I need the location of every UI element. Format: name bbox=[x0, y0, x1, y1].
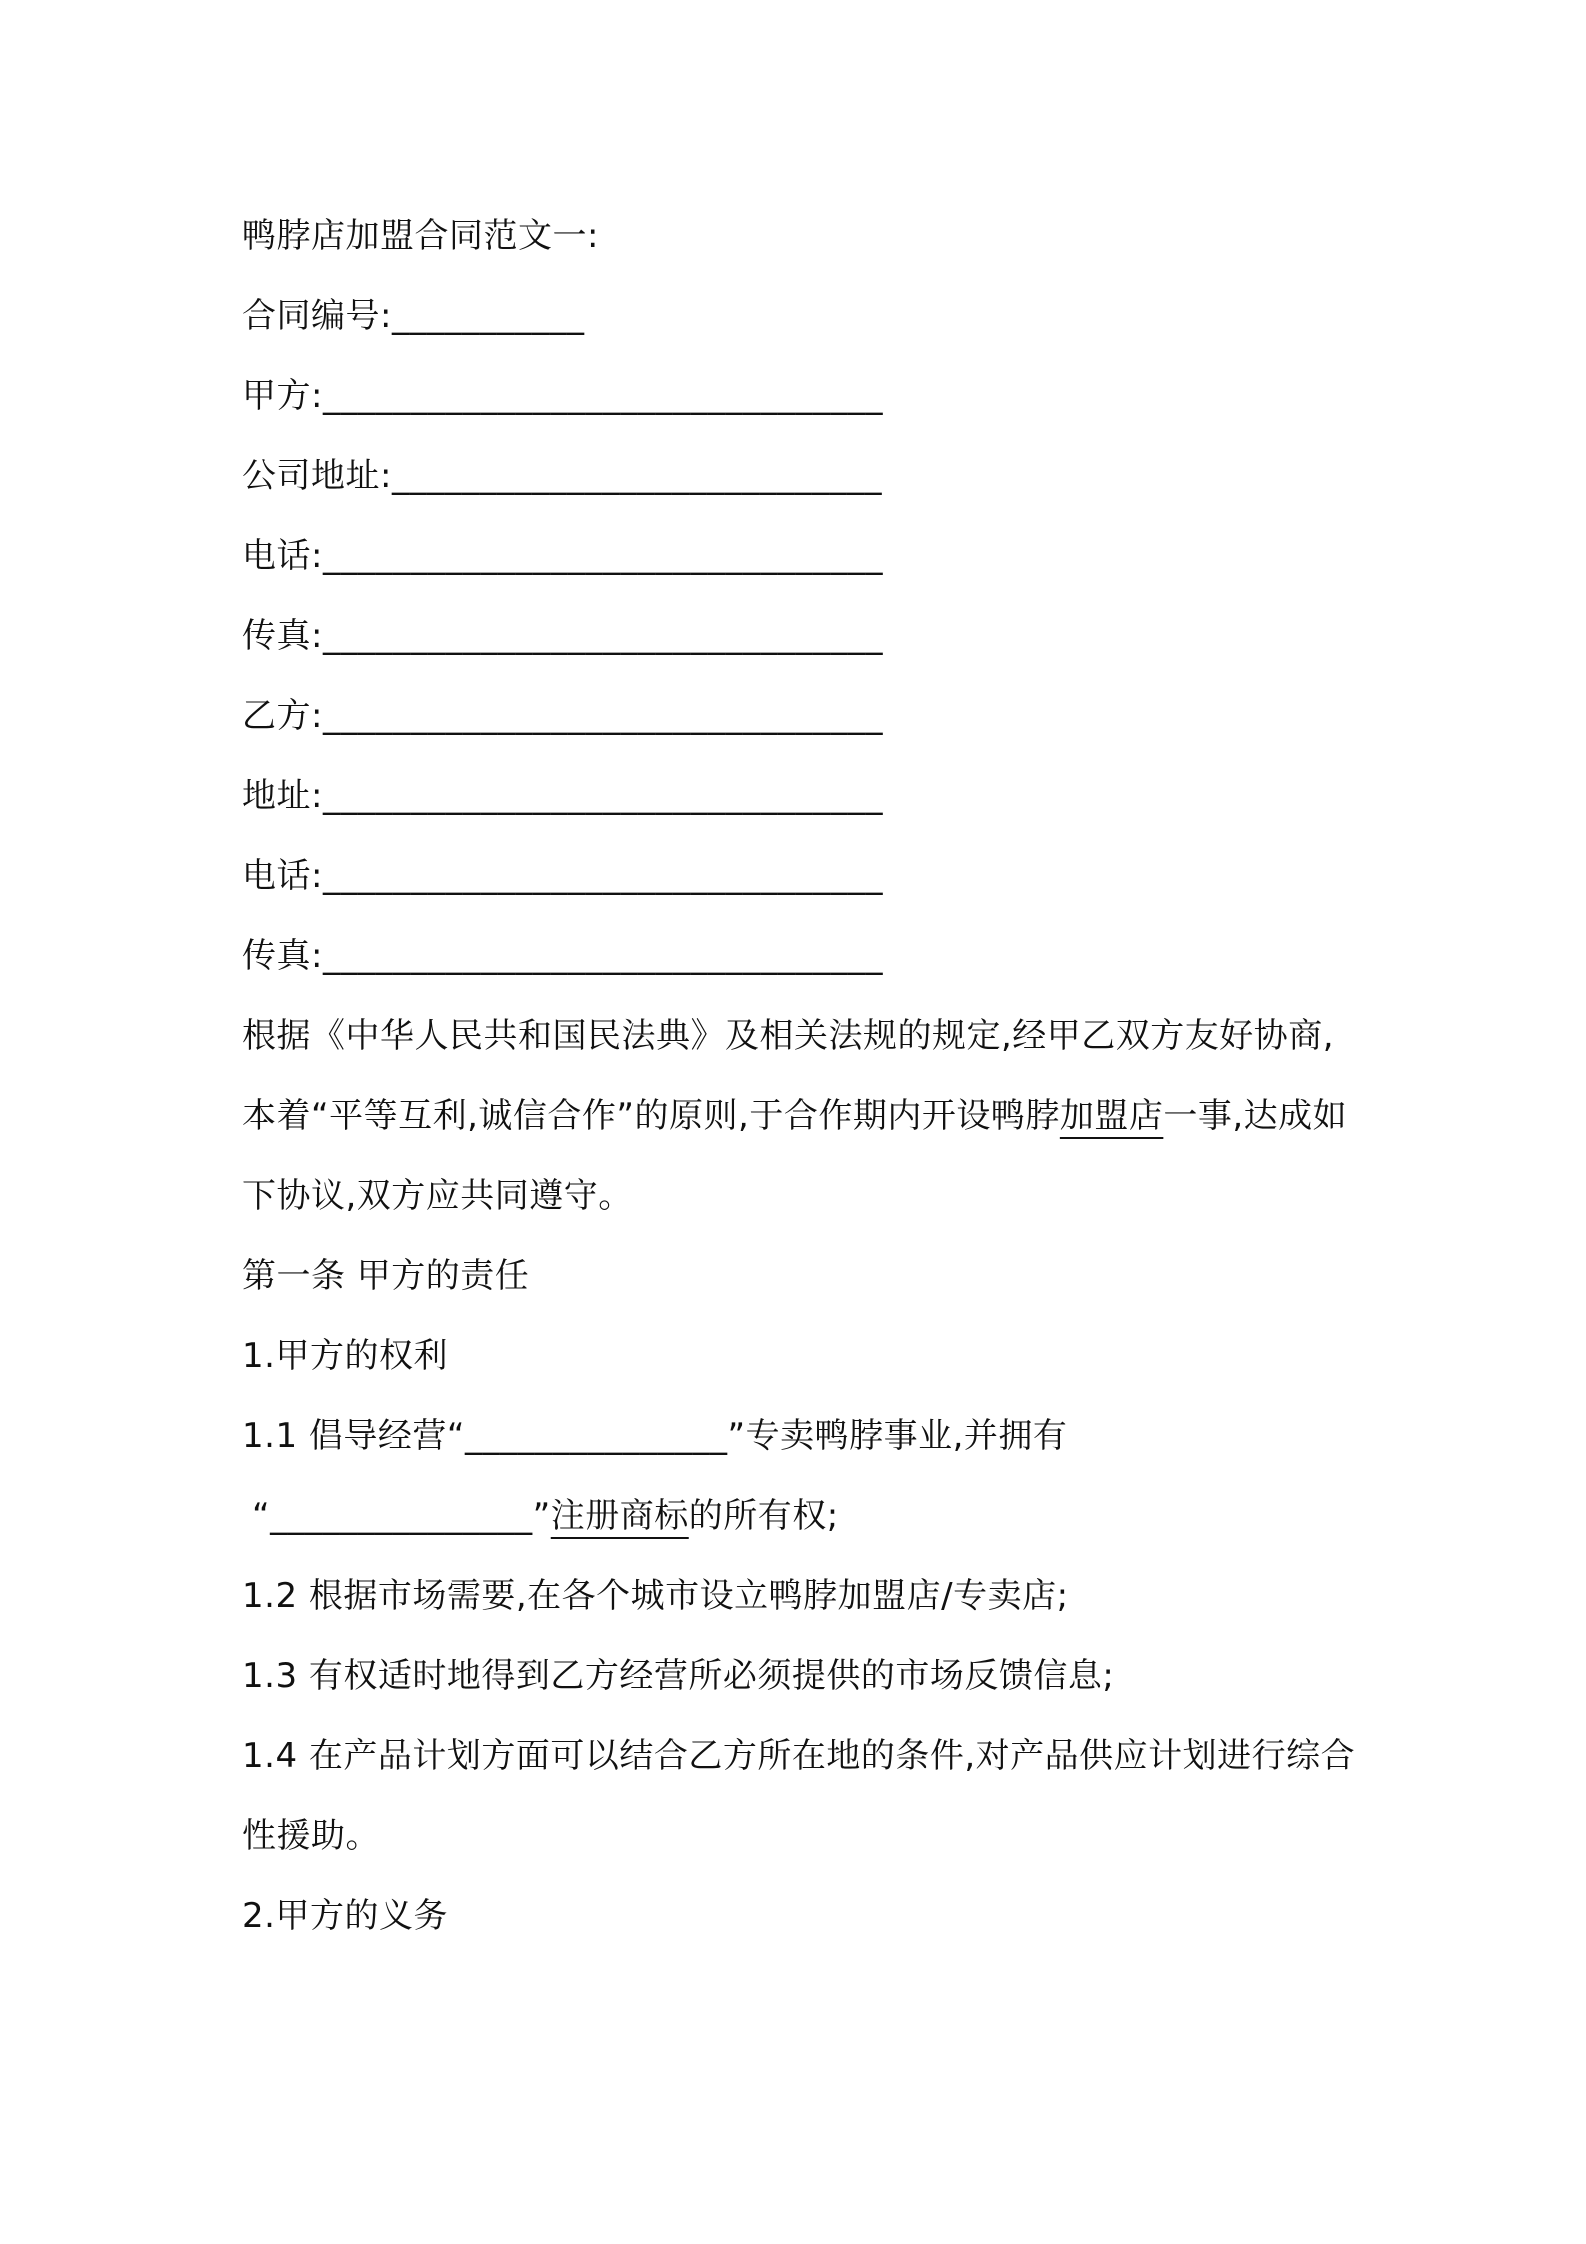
article-1-heading: 第一条 甲方的责任 bbox=[242, 1256, 530, 1296]
field-party-b bbox=[242, 676, 1362, 756]
intro-text-start: 根据《中华人民共和国民法典》及相关法规的规定,经甲乙双方友好协商,本着“平等互利,诚信合作”的原则,于合作期内开设鸭脖 bbox=[242, 1016, 1335, 1136]
field-label: 传真: bbox=[242, 936, 323, 976]
field-party-a-fax bbox=[242, 596, 1362, 676]
field-party-b-address bbox=[242, 756, 1362, 836]
item-1-1-middle: ”专卖鸭脖事业,并拥有 bbox=[727, 1416, 1068, 1456]
field-party-a bbox=[242, 356, 1362, 436]
item-1-1-close-quote: ” bbox=[532, 1496, 551, 1536]
field-label: 合同编号: bbox=[242, 296, 392, 336]
field-blank: ________________________________ bbox=[322, 696, 883, 736]
field-blank: ____________________________ bbox=[391, 456, 882, 496]
intro-underlined-term: 加盟店 bbox=[1059, 1096, 1164, 1136]
field-blank: ________________________________ bbox=[322, 936, 883, 976]
item-1-2: 1.2 根据市场需要,在各个城市设立鸭脖加盟店/专卖店; bbox=[242, 1576, 1069, 1616]
item-1-1-prefix: 1.1 倡导经营“ bbox=[242, 1416, 465, 1456]
field-label: 乙方: bbox=[242, 696, 323, 736]
item-1-4: 1.4 在产品计划方面可以结合乙方所在地的条件,对产品供应计划进行综合性援助。 bbox=[242, 1736, 1356, 1856]
document-title: 鸭脖店加盟合同范文一: bbox=[242, 216, 599, 256]
field-company-address bbox=[242, 436, 1362, 516]
item-1-1-line-1 bbox=[242, 1396, 1362, 1476]
item-1-1-suffix: 的所有权; bbox=[688, 1496, 839, 1536]
field-label: 甲方: bbox=[242, 376, 323, 416]
item-1-1-open-quote: “ bbox=[252, 1496, 271, 1536]
item-1-1-blank-1: _______________ bbox=[465, 1416, 728, 1456]
field-blank: ___________ bbox=[391, 296, 585, 336]
item-1-1-blank-2: _______________ bbox=[270, 1496, 533, 1536]
field-label: 电话: bbox=[242, 536, 323, 576]
field-label: 传真: bbox=[242, 616, 323, 656]
field-contract-number bbox=[242, 276, 1362, 356]
field-party-b-phone bbox=[242, 836, 1362, 916]
field-label: 地址: bbox=[242, 776, 323, 816]
field-label: 电话: bbox=[242, 856, 323, 896]
field-blank: ________________________________ bbox=[322, 376, 883, 416]
field-party-b-fax bbox=[242, 916, 1362, 996]
field-blank: ________________________________ bbox=[322, 856, 883, 896]
field-blank: ________________________________ bbox=[322, 776, 883, 816]
section-2-heading: 2.甲方的义务 bbox=[242, 1896, 448, 1936]
intro-paragraph bbox=[242, 996, 1362, 1236]
item-1-1-line-2 bbox=[242, 1476, 1362, 1556]
intro-text-end: 一事,达成如下协议,双方应共同遵守。 bbox=[242, 1096, 1348, 1216]
contract-body bbox=[242, 196, 1362, 1956]
field-blank: ________________________________ bbox=[322, 616, 883, 656]
field-blank: ________________________________ bbox=[322, 536, 883, 576]
item-1-3: 1.3 有权适时地得到乙方经营所必须提供的市场反馈信息; bbox=[242, 1656, 1115, 1696]
item-1-1-underlined-term: 注册商标 bbox=[550, 1496, 689, 1536]
field-label: 公司地址: bbox=[242, 456, 392, 496]
section-1-heading: 1.甲方的权利 bbox=[242, 1336, 448, 1376]
field-party-a-phone bbox=[242, 516, 1362, 596]
